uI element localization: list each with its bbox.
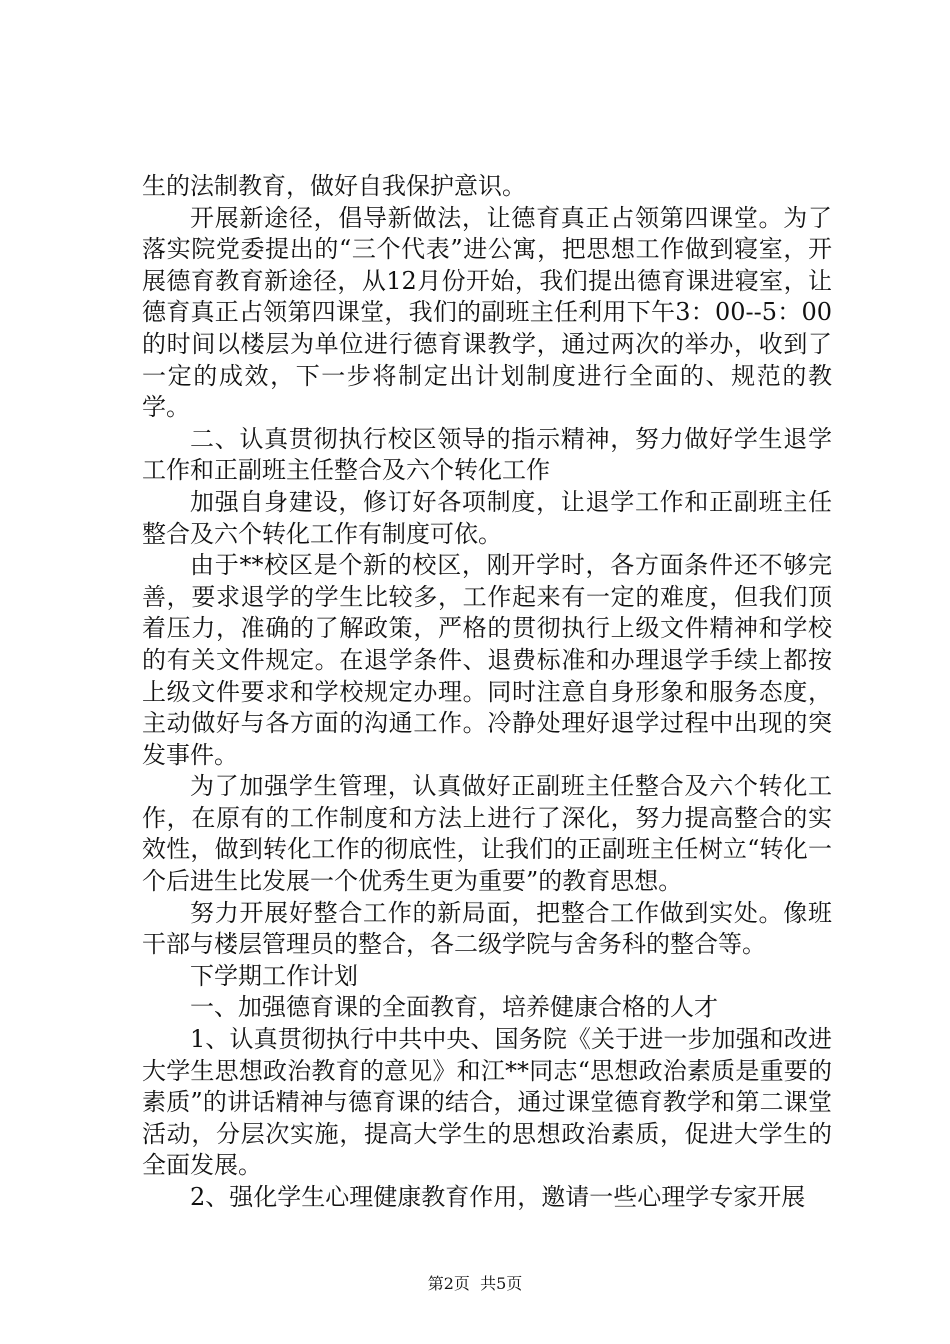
section-heading: 一、加强德育课的全面教育，培养健康合格的人才: [190, 993, 718, 1022]
document-body: [142, 171, 832, 1214]
paragraph: 1、认真贯彻执行中共中央、国务院《关于进一步加强和改进大学生思想政治教育的意见》和江**同志“思想政治素质是重要的素质”的讲话精神与德育课的结合，通过课堂德育教学和第二课堂活动，分层次实施，提高大学生的思想政治素质，促进大学生的全面发展。: [142, 1025, 832, 1180]
paragraph: 由于**校区是个新的校区，刚开学时，各方面条件还不够完善，要求退学的学生比较多，工作起来有一定的难度，但我们顶着压力，准确的了解政策，严格的贯彻执行上级文件精神和学校的有关文件规定。在退学条件、退费标准和办理退学手续上都按上级文件要求和学校规定办理。同时注意自身形象和服务态度，主动做好与各方面的沟通工作。冷静处理好退学过程中出现的突发事件。: [142, 551, 832, 769]
paragraph: 生的法制教育，做好自我保护意识。: [142, 172, 526, 200]
paragraph: 2、强化学生心理健康教育作用，邀请一些心理学专家开展: [190, 1183, 806, 1211]
paragraph: 加强自身建设，修订好各项制度，让退学工作和正副班主任整合及六个转化工作有制度可依。: [142, 487, 832, 548]
page-number-footer: 第2页 共5页: [427, 1274, 523, 1293]
paragraph: 开展新途径，倡导新做法，让德育真正占领第四课堂。为了落实院党委提出的“三个代表”进公寓，把思想工作做到寝室，开展德育教育新途径，从12月份开始，我们提出德育课进寝室，让德育真正占领第四课堂，我们的副班主任利用下午3：00--5：00的时间以楼层为单位进行德育课教学，通过两次的举办，收到了一定的成效，下一步将制定出计划制度进行全面的、规范的教学。: [142, 203, 832, 422]
section-heading: 二、认真贯彻执行校区领导的指示精神，努力做好学生退学工作和正副班主任整合及六个转化工作: [142, 424, 832, 485]
paragraph: 为了加强学生管理，认真做好正副班主任整合及六个转化工作，在原有的工作制度和方法上进行了深化，努力提高整合的实效性，做到转化工作的彻底性，让我们的正副班主任树立“转化一个后进生比发展一个优秀生更为重要”的教育思想。: [142, 772, 832, 896]
paragraph: 努力开展好整合工作的新局面，把整合工作做到实处。像班干部与楼层管理员的整合，各二级学院与舍务科的整合等。: [142, 898, 832, 959]
section-heading: 下学期工作计划: [190, 961, 358, 990]
